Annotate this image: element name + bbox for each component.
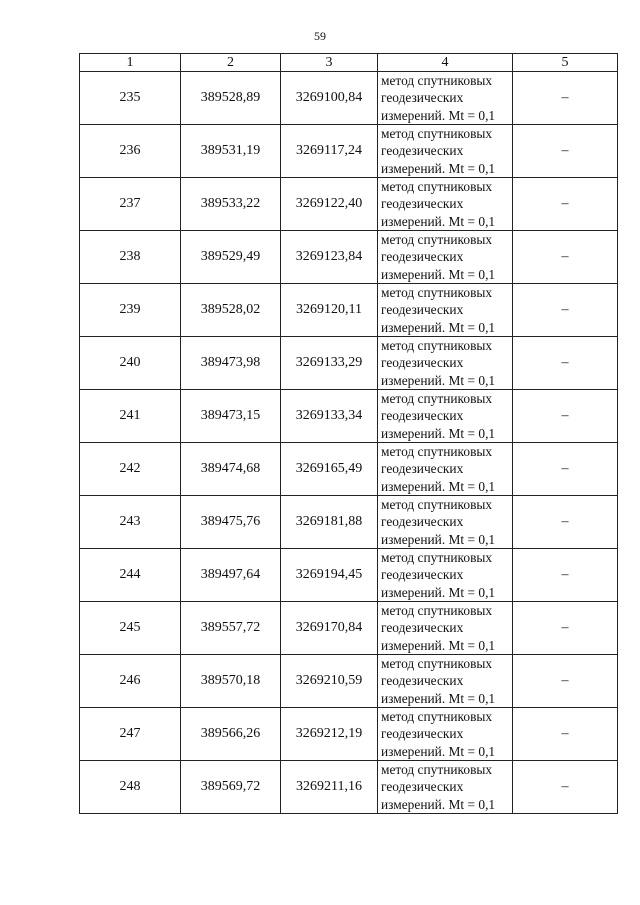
coordinate-y: 3269133,29 [281,337,378,390]
page-number: 59 [314,29,326,43]
point-number: 243 [80,496,181,549]
method-line: геодезических [381,408,464,424]
method-line: метод спутниковых [381,285,493,301]
table-header-row [80,54,618,72]
coordinate-y: 3269120,11 [281,284,378,337]
coordinate-y: 3269212,19 [281,708,378,761]
method-line: геодезических [381,143,464,159]
point-number: 236 [80,125,181,178]
method-line: метод спутниковых [381,550,493,566]
point-number: 242 [80,443,181,496]
table-row [80,231,618,284]
coordinate-y: 3269211,16 [281,761,378,814]
column-header: 2 [181,54,281,72]
table-row [80,549,618,602]
method-line: геодезических [381,302,464,318]
column-header: 5 [513,54,618,72]
note-cell: – [513,231,618,284]
table-body [80,72,618,814]
column-header: 4 [378,54,513,72]
method-line: геодезических [381,726,464,742]
method-cell [378,761,513,814]
coordinate-x: 389570,18 [181,655,281,708]
table-row [80,496,618,549]
coordinate-x: 389569,72 [181,761,281,814]
method-line: геодезических [381,461,464,477]
method-line: метод спутниковых [381,232,493,248]
method-line: измерений. Mt = 0,1 [381,425,496,441]
method-line: измерений. Mt = 0,1 [381,107,496,123]
table-row [80,284,618,337]
coordinate-x: 389566,26 [181,708,281,761]
method-cell [378,549,513,602]
coordinate-y: 3269194,45 [281,549,378,602]
method-line: геодезических [381,567,464,583]
method-line: измерений. Mt = 0,1 [381,478,496,494]
method-cell [378,337,513,390]
method-line: измерений. Mt = 0,1 [381,743,496,759]
method-cell [378,125,513,178]
method-line: геодезических [381,673,464,689]
coordinate-y: 3269210,59 [281,655,378,708]
table-row [80,761,618,814]
note-cell: – [513,655,618,708]
point-number: 244 [80,549,181,602]
method-line: метод спутниковых [381,709,493,725]
method-line: метод спутниковых [381,338,493,354]
method-cell [378,708,513,761]
method-line: геодезических [381,196,464,212]
coordinate-x: 389473,15 [181,390,281,443]
column-header: 1 [80,54,181,72]
method-line: метод спутниковых [381,444,493,460]
method-line: геодезических [381,620,464,636]
method-line: измерений. Mt = 0,1 [381,213,496,229]
method-cell [378,231,513,284]
coordinate-y: 3269123,84 [281,231,378,284]
note-cell: – [513,125,618,178]
coordinate-y: 3269122,40 [281,178,378,231]
method-line: измерений. Mt = 0,1 [381,160,496,176]
method-line: измерений. Mt = 0,1 [381,796,496,812]
point-number: 247 [80,708,181,761]
coordinate-x: 389531,19 [181,125,281,178]
coordinate-x: 389528,89 [181,72,281,125]
note-cell: – [513,390,618,443]
coordinate-x: 389474,68 [181,443,281,496]
method-line: геодезических [381,249,464,265]
note-cell: – [513,72,618,125]
coordinates-table [79,53,618,814]
coordinate-y: 3269133,34 [281,390,378,443]
method-cell [378,390,513,443]
point-number: 239 [80,284,181,337]
table-row [80,337,618,390]
coordinate-x: 389533,22 [181,178,281,231]
column-header: 3 [281,54,378,72]
coordinate-y: 3269181,88 [281,496,378,549]
coordinate-x: 389475,76 [181,496,281,549]
table-row [80,602,618,655]
method-line: метод спутниковых [381,179,493,195]
note-cell: – [513,443,618,496]
note-cell: – [513,549,618,602]
table-row [80,443,618,496]
coordinate-y: 3269170,84 [281,602,378,655]
point-number: 235 [80,72,181,125]
coordinate-x: 389529,49 [181,231,281,284]
method-cell [378,655,513,708]
method-cell [378,178,513,231]
method-cell [378,496,513,549]
method-line: измерений. Mt = 0,1 [381,690,496,706]
note-cell: – [513,496,618,549]
method-line: геодезических [381,514,464,530]
method-line: геодезических [381,779,464,795]
method-line: измерений. Mt = 0,1 [381,372,496,388]
method-line: измерений. Mt = 0,1 [381,266,496,282]
method-line: метод спутниковых [381,762,493,778]
method-cell [378,284,513,337]
method-line: измерений. Mt = 0,1 [381,531,496,547]
note-cell: – [513,708,618,761]
point-number: 237 [80,178,181,231]
table-row [80,708,618,761]
method-cell [378,443,513,496]
coordinate-y: 3269100,84 [281,72,378,125]
method-line: измерений. Mt = 0,1 [381,319,496,335]
method-line: метод спутниковых [381,656,493,672]
point-number: 241 [80,390,181,443]
method-line: метод спутниковых [381,391,493,407]
point-number: 245 [80,602,181,655]
coordinate-x: 389528,02 [181,284,281,337]
point-number: 248 [80,761,181,814]
coordinate-y: 3269165,49 [281,443,378,496]
method-line: геодезических [381,90,464,106]
coordinate-x: 389473,98 [181,337,281,390]
note-cell: – [513,602,618,655]
note-cell: – [513,178,618,231]
method-line: метод спутниковых [381,126,493,142]
method-line: метод спутниковых [381,497,493,513]
method-cell [378,602,513,655]
table-row [80,72,618,125]
method-line: метод спутниковых [381,73,493,89]
note-cell: – [513,761,618,814]
point-number: 246 [80,655,181,708]
method-cell [378,72,513,125]
table-row [80,178,618,231]
table-row [80,655,618,708]
coordinate-x: 389557,72 [181,602,281,655]
method-line: геодезических [381,355,464,371]
table-row [80,125,618,178]
coordinate-x: 389497,64 [181,549,281,602]
table-row [80,390,618,443]
coordinate-y: 3269117,24 [281,125,378,178]
note-cell: – [513,337,618,390]
point-number: 238 [80,231,181,284]
note-cell: – [513,284,618,337]
point-number: 240 [80,337,181,390]
method-line: измерений. Mt = 0,1 [381,584,496,600]
method-line: измерений. Mt = 0,1 [381,637,496,653]
method-line: метод спутниковых [381,603,493,619]
